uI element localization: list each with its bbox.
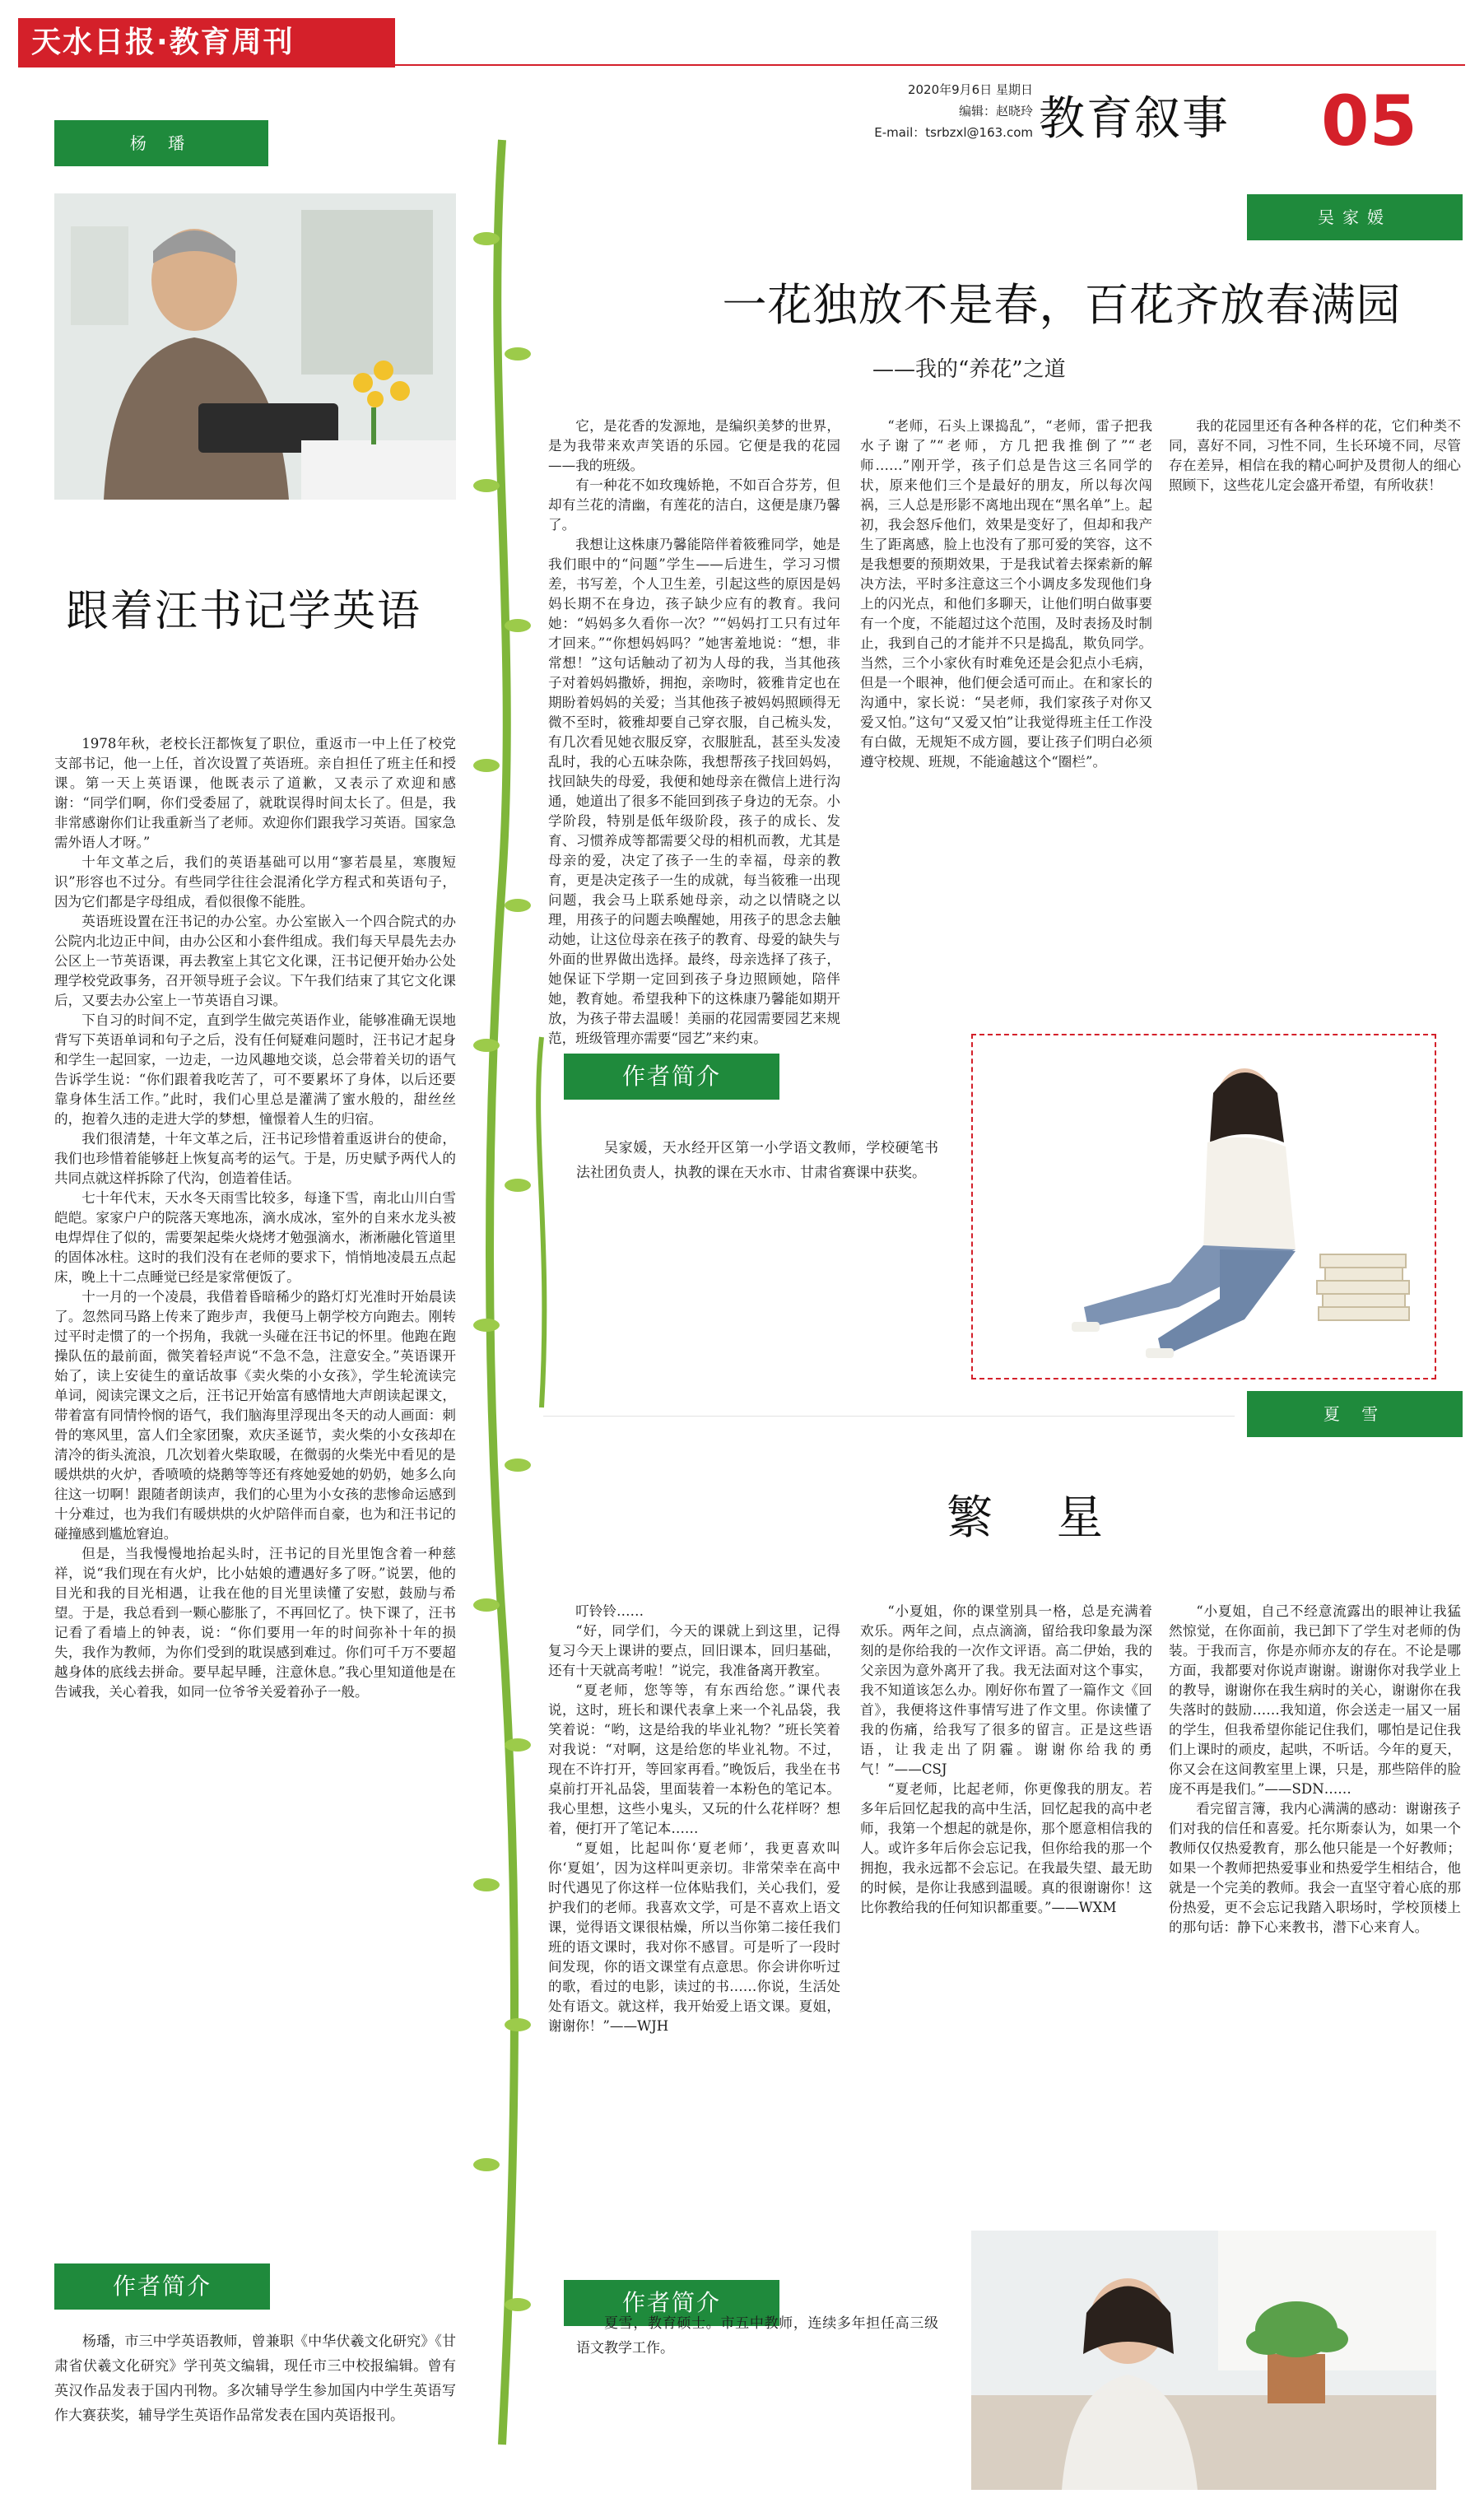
paragraph: “夏姐，比起叫你‘夏老师’，我更喜欢叫你‘夏姐’，因为这样叫更亲切。非常荣幸在高中时代遇见了你这样一位体贴我们，关心我们，爱护我们的老师。我喜欢文学，可是不喜欢上语文课，觉得语文课很枯燥，所以当你第二接任我们班的语文课时，我对你不感冒。可是听了一段时间发现，你的语文课堂有点意思。你会讲你听过的歌，看过的电影，读过的书……你说，生活处处有语文。就这样，我开始爱上语文课。夏姐，谢谢你！”——WJH	[548, 1840, 840, 2034]
author-tag-1: 杨 璠	[54, 120, 268, 166]
paragraph: “老师，石头上课捣乱”，“老师，雷子把我水子谢了”“老师，方几把我推倒了”“老师……”刚开学，孩子们总是告这三名同学的状，原来他们三个是最好的朋友，所以每次闯祸，三人总是形影不离地出现在“黑名单”上。起初，我会怒斥他们，效果是变好了，但却和我产生了距离感，脸上也没有了那可爱的笑容，这不是我想要的预期效果，于是我试着去探索新的解决方法，平时多注意这三个小调皮多发现他们身上的闪光点，和他们多聊天，让他们明白做事要有一个度，不能超过这个范围，及时表扬及时制止，我到自己的才能并不只是捣乱，欺负同学。当然，三个小家伙有时难免还是会犯点小毛病，但是一个眼神，他们便会适可而止。在和家长的沟通中，家长说：“吴老师，我们家孩子对你又爱又怕。”这句“又爱又怕”让我觉得班主任工作没有白做，无规矩不成方圆，要让孩子们明白必须遵守校规、班规，不能逾越这个“圈栏”。	[860, 418, 1152, 770]
paragraph: “夏老师，您等等，有东西给您。”课代表说，这时，班长和课代表拿上来一个礼品袋，我笑着说：“哟，这是给我的毕业礼物？”班长笑着对我说：“对啊，这是给您的毕业礼物。不过，现在不许打开，等回家再看。”晚饭后，我坐在书桌前打开礼品袋，里面装着一本粉色的笔记本。我心里想，这些小鬼头，又玩的什么花样呀？想着，便打开了笔记本……	[548, 1682, 840, 1836]
article2-body-col3	[1169, 416, 1461, 1030]
paragraph: “好，同学们，今天的课就上到这里，记得复习今天上课讲的要点，回旧课本，回归基础，还有十天就高考啦！”说完，我准备离开教室。	[548, 1623, 840, 1678]
author-tag-3: 夏 雪	[1247, 1391, 1463, 1437]
author-intro-label-1: 作者简介	[54, 2263, 270, 2310]
paragraph: 十年文革之后，我们的英语基础可以用“寥若晨星，寒腹短识”形容也不过分。有些同学往往会混淆化学方程式和英语句子，因为它们都是字母组成，看似很像不能胜。	[54, 854, 456, 910]
paragraph: “小夏姐，你的课堂别具一格，总是充满着欢乐。两年之间，点点滴滴，留给我印象最为深刻的是你给我的一次作文评语。高二伊始，我的父亲因为意外离开了我。我无法面对这个事实，我不知道该怎么办。刚好你布置了一篇作文《回首》，我便将这件事情写进了作文里。你读懂了我的伤痛，给我写了很多的留言。正是这些语语，让我走出了阴霾。谢谢你给我的勇气！”——CSJ	[860, 1603, 1152, 1777]
author-photo-1	[54, 193, 456, 500]
article1-body	[54, 734, 456, 2249]
paragraph: 但是，当我慢慢地抬起头时，汪书记的目光里饱含着一种慈祥，说“我们现在有火炉，比小姑娘的遭遇好多了呀。”说罢，他的目光和我的目光相遇，让我在他的目光里读懂了安慰，鼓励与希望。于是，我总看到一颗心膨胀了，不再回忆了。快下课了，汪书记看了看墙上的钟表，说：“你们要用一年的时间弥补十年的损失，我作为教师，为你们受到的耽误感到难过。你们可千万不要超越身体的底线去拼命。要早起早睡，注意休息。”我心里知道他是在告诫我，关心着我，如同一位爷爷关爱着孙子一般。	[54, 1546, 456, 1700]
article1-title: 跟着汪书记学英语	[66, 587, 422, 636]
author-photo-3	[971, 2231, 1436, 2490]
bio-text: 吴家媛，天水经开区第一小学语文教师，学校硬笔书法社团负责人，执教的课在天水市、甘肃省赛课中获奖。	[576, 1140, 938, 1181]
paragraph: 十一月的一个凌晨，我借着昏暗稀少的路灯灯光准时开始晨读了。忽然同马路上传来了跑步声，我便马上朝学校方向跑去。刚转过平时走惯了的一个拐角，我就一头碰在汪书记的怀里。他跑在跑操队伍的最前面，微笑着轻声说“不急不急，注意安全。”英语课开始了，读上安徒生的童话故事《卖火柴的小女孩》，学生轮流读完单词，阅读完课文之后，汪书记开始富有感情地大声朗读起课文，带着富有同情怜悯的语气，我们脑海里浮现出冬天的动人画面：刺骨的寒风里，富人们全家团聚，欢庆圣诞节，卖火柴的小女孩却在清冷的街头流浪，几次划着火柴取暖，在微弱的火柴光中看见的是暖烘烘的火炉，香喷喷的烧鹅等等还有疼她爱她的奶奶，她多么向往这一切啊！跟随者朗读声，我们的心里为小女孩的悲惨命运感到十分难过，也为我们有暖烘烘的火炉陪伴而自豪，也为和汪书记的碰撞感到尴尬窘迫。	[54, 1289, 456, 1542]
header-rule	[395, 64, 1465, 66]
author-bio-2	[576, 1136, 938, 1185]
paragraph: 看完留言簿，我内心满满的感动：谢谢孩子们对我的信任和喜爱。托尔斯泰认为，如果一个教师仅仅热爱教育，那么他只能是一个好教师；如果一个教师把热爱事业和热爱学生相结合，他就是一个完美的教师。我会一直坚守着心底的那份热爱，更不会忘记我踏入职场时，学校顶楼上的那句话：静下心来教书，潜下心来育人。	[1169, 1801, 1461, 1935]
article2-title: 一花独放不是春，百花齐放春满园	[722, 279, 1402, 331]
author-bio-3	[576, 2311, 938, 2361]
email-line: E-mail：tsrbzxl@163.com	[874, 125, 1033, 140]
article2-body-col2	[860, 416, 1152, 1030]
article3-title: 繁 星	[947, 1491, 1128, 1545]
woman-with-books-illustration	[973, 1035, 1435, 1378]
author-tag-2: 吴家媛	[1247, 194, 1463, 240]
paragraph: 我的花园里还有各种各样的花，它们种类不同，喜好不同，习性不同，生长环境不同，尽管存在差异，相信在我的精心呵护及贯彻人的细心照顾下，这些花儿定会盛开希望，有所收获！	[1169, 418, 1461, 493]
author-photo-2	[971, 1034, 1436, 1379]
page-number: 05	[1321, 81, 1417, 161]
article3-body-col1	[548, 1602, 840, 2227]
article3-body-col3	[1169, 1602, 1461, 2227]
vine-decoration	[473, 140, 531, 2445]
paragraph: “夏老师，比起老师，你更像我的朋友。若多年后回忆起我的高中生活，回忆起我的高中老师，我第一个想起的就是你，那个愿意相信我的人。或许多年后你会忘记我，但你给我的那一个拥抱，我永远都不会忘记。在我最失望、最无助的时候，是你让我感到温暖。真的很谢谢你！这比你教给我的任何知识都重要。”——WXM	[860, 1781, 1152, 1915]
section-divider	[543, 1416, 1235, 1417]
section-title: 教育叙事	[1039, 92, 1230, 146]
paragraph: “小夏姐，自己不经意流露出的眼神让我猛然惊觉，在你面前，我已卸下了学生对老师的伪装。于我而言，你是亦师亦友的存在。不论是哪方面，我都要对你说声谢谢。谢谢你对我学业上的教导，谢谢你在我生病时的关心，谢谢你在我失落时的鼓励……我知道，你会送走一届又一届的学生，但我希望你能记住我们，哪怕是记住我们上课时的顽皮，起哄，不听话。今年的夏天，你又会在这间教室里上课，只是，那些陪伴的脸庞不再是我们。”——SDN……	[1169, 1603, 1461, 1797]
author-bio-1	[54, 2329, 456, 2428]
paragraph: 下自习的时间不定，直到学生做完英语作业，能够准确无误地背写下英语单词和句子之后，没有任何疑难问题时，汪书记才起身和学生一起回家，一边走，一边风趣地交谈，总会带着关切的语气告诉学生说：“你们跟着我吃苦了，可不要累坏了身体，以后还要靠身体生活工作。”此时，我们心里总是灌满了蜜水般的，甜丝丝的，抱着久违的走进大学的梦想，憧憬着人生的归宿。	[54, 1012, 456, 1127]
header-meta	[860, 79, 1033, 143]
article3-body-col2	[860, 1602, 1152, 2227]
paragraph: 1978年秋，老校长汪都恢复了职位，重返市一中上任了校党支部书记，他一上任，首次设置了英语班。亲自担任了班主任和授课。第一天上英语课，他既表示了道歉，又表示了欢迎和感谢：“同学们啊，你们受委屈了，就耽误得时间太长了。但是，我非常感谢你们让我重新当了老师。欢迎你们跟我学习英语。国家急需外语人才呀。”	[54, 736, 456, 850]
article2-body-col1	[548, 416, 840, 1046]
paragraph: 叮铃铃……	[575, 1603, 644, 1619]
woman-with-plant-illustration	[971, 2231, 1436, 2490]
teacher-at-desk-illustration	[54, 193, 456, 500]
paragraph: 我想让这株康乃馨能陪伴着筱雅同学，她是我们眼中的“问题”学生——后进生，学习习惯差，书写差，个人卫生差，引起这些的原因是妈妈长期不在身边，孩子缺少应有的教育。我问她：“妈妈多久看你一次？”“妈妈打工只有过年才回来。”“你想妈妈吗？”她害羞地说：“想，非常想！”这句话触动了初为人母的我，当其他孩子对着妈妈撒娇，拥抱，亲吻时，筱雅肯定也在期盼着妈妈的关爱；当其他孩子被妈妈照顾得无微不至时，筱雅却要自己穿衣服，自己梳头发，有几次看见她衣服反穿，衣服脏乱，甚至头发凌乱时，我的心五味杂陈，我想帮孩子找回妈妈，找回缺失的母爱，我便和她母亲在微信上进行沟通，她道出了很多不能回到孩子身边的无奈。小学阶段，特别是低年级阶段，孩子的成长、发育、习惯养成等都需要父母的相机而教，尤其是母亲的爱，决定了孩子一生的幸福，母亲的教育，更是决定孩子一生的成就，每当筱雅一出现问题，我会马上联系她母亲，动之以情晓之以理，用孩子的问题去唤醒她，用孩子的思念去触动她，让这位母亲在孩子的教育、母爱的缺失与外面的世界做出选择。最终，母亲选择了孩子，她保证下学期一定回到孩子身边照顾她，陪伴她，教育她。希望我种下的这株康乃馨能如期开放，为孩子带去温暖！美丽的花园需要园艺来规范，班级管理亦需要“园艺”来约束。	[548, 537, 840, 1046]
author-intro-label-3: 作者简介	[564, 2280, 779, 2326]
masthead: 天水日报·教育周刊	[18, 18, 395, 67]
editor-line: 编辑：赵晓玲	[958, 104, 1033, 119]
paragraph: 有一种花不如玫瑰娇艳，不如百合芬芳，但却有兰花的清幽，有莲花的洁白，这便是康乃馨了。	[548, 477, 840, 533]
paragraph: 它，是花香的发源地，是编织美梦的世界，是为我带来欢声笑语的乐园。它便是我的花园——我的班级。	[548, 418, 840, 473]
paragraph: 我们很清楚，十年文革之后，汪书记珍惜着重返讲台的使命，我们也珍惜着能够赶上恢复高考的运气。于是，历史赋予两代人的共同点就这样拆除了代沟，创造着佳话。	[54, 1131, 456, 1186]
bio-text: 杨璠，市三中学英语教师，曾兼职《中华伏羲文化研究》《甘肃省伏羲文化研究》学刊英文编辑，现任市三中校报编辑。曾有英汉作品发表于国内刊物。多次辅导学生参加国内中学生英语写作大赛获奖，辅导学生英语作品常发表在国内英语报刊。	[54, 2333, 456, 2424]
article2-subtitle: ——我的“养花”之道	[872, 357, 1066, 382]
author-intro-label-2: 作者简介	[564, 1054, 779, 1100]
paragraph: 英语班设置在汪书记的办公室。办公室嵌入一个四合院式的办公院内北边正中间，由办公区和小套件组成。我们每天早晨先去办公区上一节英语课，再去教室上其它文化课，汪书记便开始办公处理学校党政事务，召开领导班子会议。下午我们结束了其它文化课后，又要去办公室上一节英语自习课。	[54, 914, 456, 1008]
paragraph: 七十年代末，天水冬天雨雪比较多，每逢下雪，南北山川白雪皑皑。家家户户的院落天寒地冻，滴水成冰，室外的自来水龙头被电焊焊住了似的，需要架起柴火烧烤才勉强滴水，淅淅融化管道里的固体冰柱。这时的我们没有在老师的要求下，悄悄地凌晨五点起床，晚上十二点睡觉已经是家常便饭了。	[54, 1190, 456, 1285]
small-vine-decoration	[527, 1037, 556, 1407]
bio-text: 夏雪，教育硕士。市五中教师，连续多年担任高三级语文教学工作。	[576, 2315, 938, 2356]
issue-date: 2020年9月6日 星期日	[907, 82, 1033, 97]
